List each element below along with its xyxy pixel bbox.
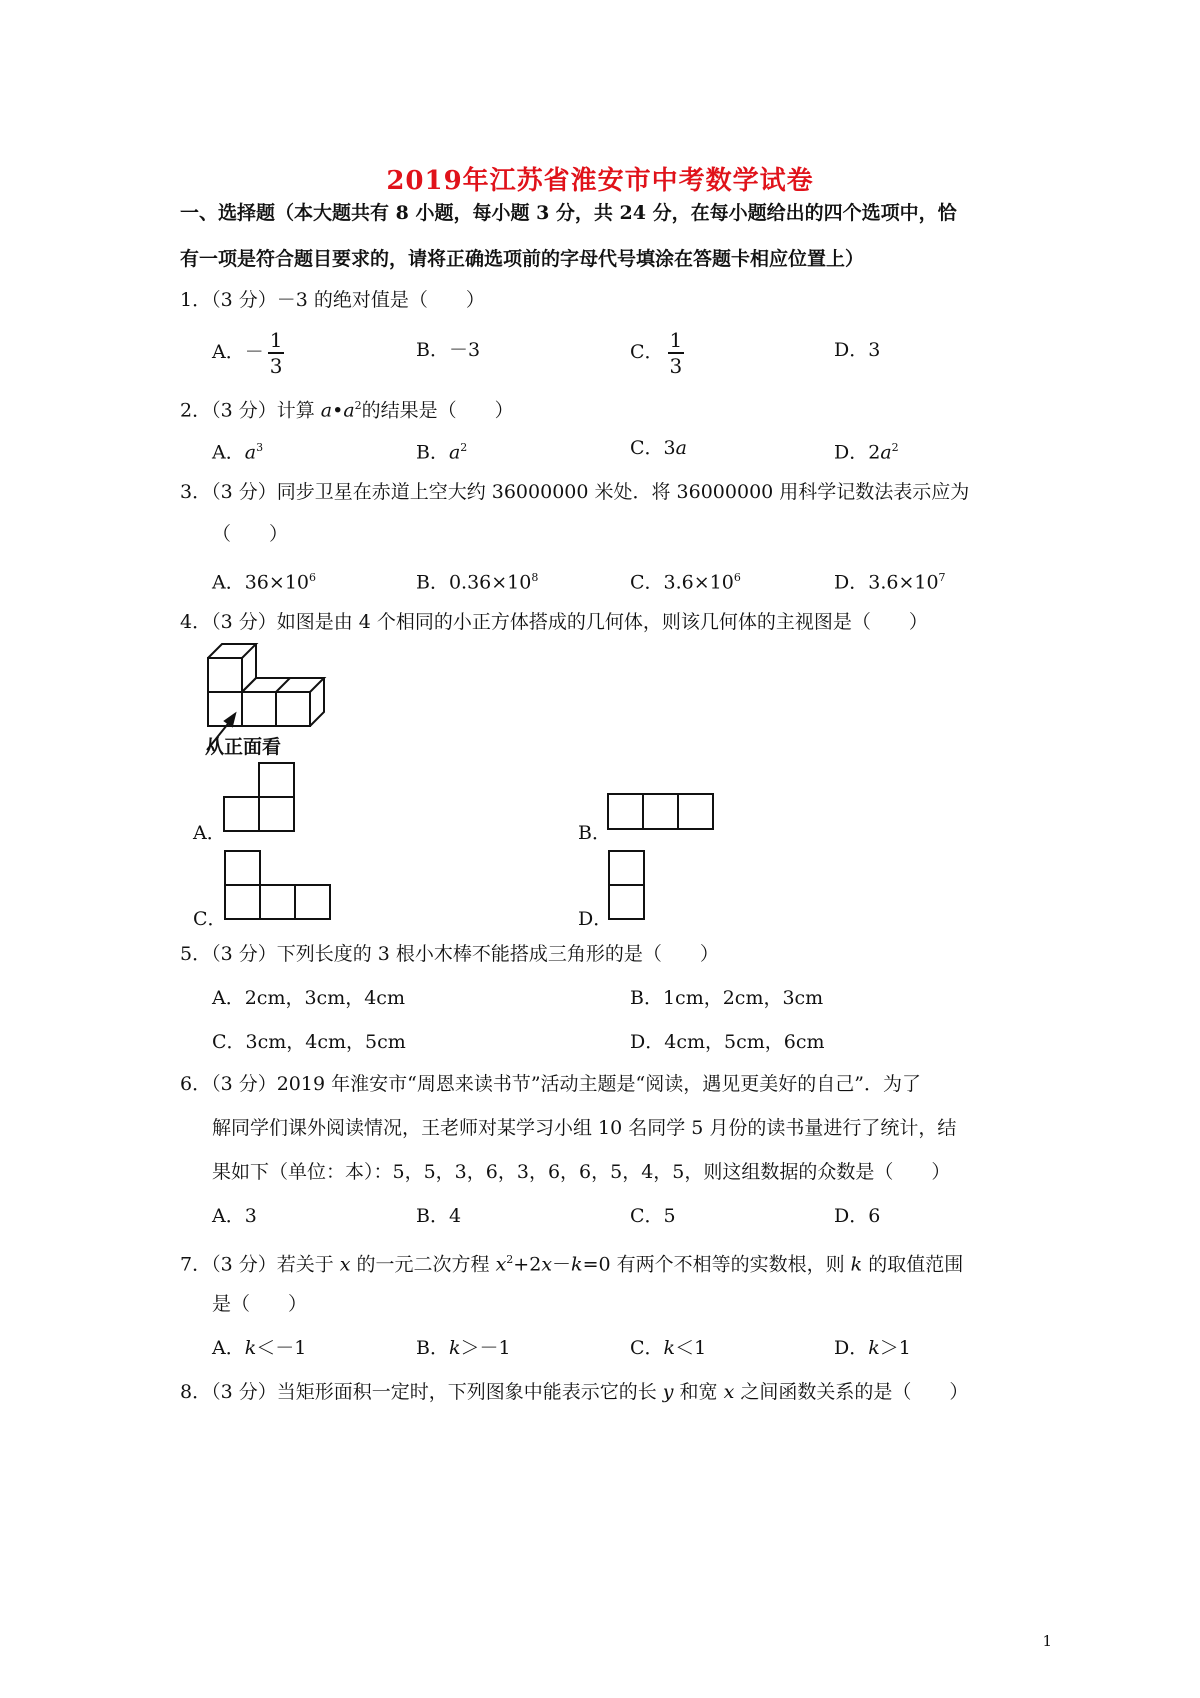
option-a: A．2cm，3cm，4cm <box>212 987 405 1009</box>
option-c-view <box>224 850 334 920</box>
question-1-options <box>212 328 1042 378</box>
option-c: C．k＜1 <box>630 1337 707 1359</box>
fraction: $\frac{1}{3}$ <box>269 328 283 378</box>
option-d: D．$3.6\times 10^7$ <box>834 571 946 594</box>
option-a-label: A． <box>193 822 226 844</box>
question-3-stem-line-1: 3．（3 分）同步卫星在赤道上空大约 36000000 米处．将 36000000 用科学记数法表示应为 <box>180 481 970 503</box>
page-title: 2019年江苏省淮安市中考数学试卷 <box>386 166 814 196</box>
section-heading-line-1: 一、选择题（本大题共有 8 小题，每小题 3 分，共 24 分，在每小题给出的四个选项中，恰 <box>180 202 957 224</box>
question-4-stem: 4．（3 分）如图是由 4 个相同的小正方体搭成的几何体，则该几何体的主视图是（ ） <box>180 611 928 633</box>
option-b: B．1cm，2cm，3cm <box>630 987 824 1009</box>
option-b-view <box>607 793 717 831</box>
option-a: A．3 <box>212 1205 257 1227</box>
question-3-stem-line-2: （ ） <box>212 523 289 545</box>
option-a: A．$a^3$ <box>212 441 264 464</box>
option-d: D．4cm，5cm，6cm <box>630 1031 825 1053</box>
option-a: A．$36\times 10^6$ <box>212 571 316 594</box>
option-c: C． $\frac{1}{3}$ <box>630 328 683 378</box>
question-3-options <box>212 558 1042 598</box>
option-c: C．3cm，4cm，5cm <box>212 1031 406 1053</box>
option-b-label: B． <box>578 822 611 844</box>
option-d: D．3 <box>834 339 881 361</box>
question-6-options <box>212 1196 1042 1236</box>
figure-caption: 从正面看 <box>205 736 282 758</box>
option-b: B．4 <box>416 1205 462 1227</box>
question-6-stem-line-3: 果如下（单位：本）：5，5，3，6，3，6，6，5，4，5，则这组数据的众数是（ ） <box>212 1161 951 1183</box>
question-7-options <box>212 1328 1042 1368</box>
page-number: 1 <box>1042 1632 1052 1650</box>
question-2-options <box>212 428 1042 468</box>
option-d: D．k＞1 <box>834 1337 911 1359</box>
question-2-stem: 2．（3 分）计算 $a•a^2$的结果是（ ） <box>180 399 514 422</box>
option-d-view <box>608 850 648 920</box>
question-7-stem-line-1: 7．（3 分）若关于 x 的一元二次方程 $x^2+2x-k=0$ 有两个不相等的实数根，则 k 的取值范围 <box>180 1253 964 1276</box>
question-1-stem: 1．（3 分）－3 的绝对值是（ ） <box>180 289 485 311</box>
question-6-stem-line-1: 6．（3 分）2019 年淮安市“周恩来读书节”活动主题是“阅读，遇见更美好的自己”．为了 <box>180 1073 921 1095</box>
option-a: A．k＜－1 <box>212 1337 307 1359</box>
option-a: A．－ $\frac{1}{3}$ <box>212 328 283 378</box>
option-d: D．$2a^2$ <box>834 441 899 464</box>
question-5-options-row-2 <box>212 1022 1042 1062</box>
option-c: C．$3.6\times 10^6$ <box>630 571 741 594</box>
question-5-stem: 5．（3 分）下列长度的 3 根小木棒不能搭成三角形的是（ ） <box>180 943 719 965</box>
question-7-stem-line-2: 是（ ） <box>212 1293 308 1315</box>
option-b: B．－3 <box>416 339 481 361</box>
fraction: $\frac{1}{3}$ <box>669 328 683 378</box>
option-c-label: C． <box>193 908 227 930</box>
question-8-stem: 8．（3 分）当矩形面积一定时，下列图象中能表示它的长 y 和宽 x 之间函数关系的是（ ） <box>180 1381 969 1403</box>
option-c: C．5 <box>630 1205 676 1227</box>
option-d: D．6 <box>834 1205 881 1227</box>
option-b: B．k＞－1 <box>416 1337 511 1359</box>
option-b: B．$0.36\times 10^8$ <box>416 571 539 594</box>
option-b: B．$a^2$ <box>416 441 468 464</box>
question-5-options-row-1 <box>212 978 1042 1018</box>
section-heading-line-2: 有一项是符合题目要求的，请将正确选项前的字母代号填涂在答题卡相应位置上） <box>180 248 865 270</box>
question-6-stem-line-2: 解同学们课外阅读情况，王老师对某学习小组 10 名同学 5 月份的读书量进行了统计，结 <box>212 1117 957 1139</box>
option-d-label: D． <box>578 908 613 930</box>
option-a-view <box>223 762 298 832</box>
option-c: C．3a <box>630 437 687 459</box>
